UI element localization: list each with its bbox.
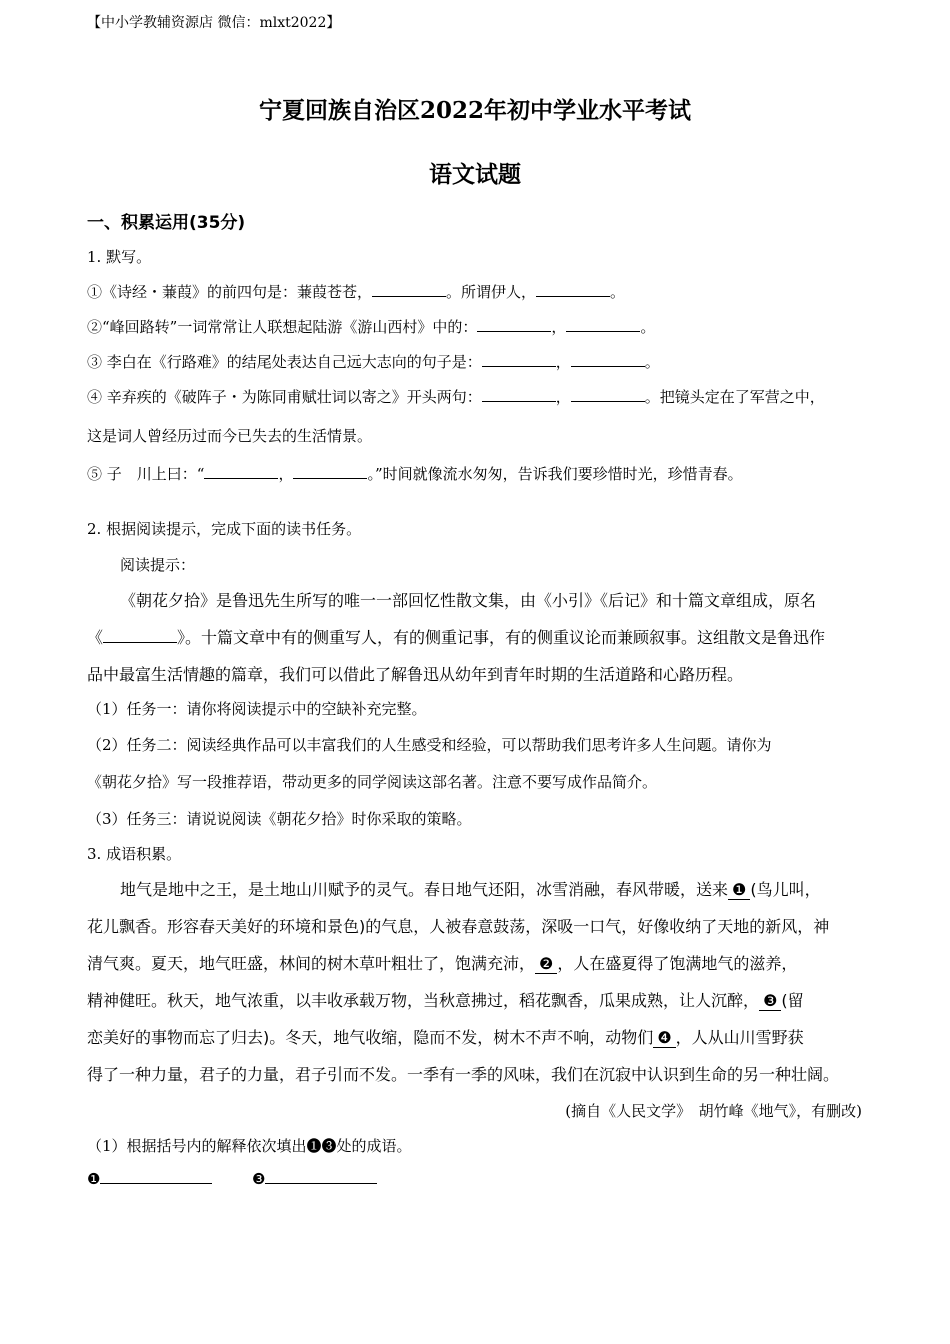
answer-blank[interactable]	[571, 389, 645, 402]
answer-blank[interactable]	[265, 1171, 377, 1184]
blank-marker-2[interactable]: ❷	[535, 954, 557, 974]
q3-passage-line-4: 精神健旺。秋天，地气浓重，以丰收承载万物，当秋意拂过，稻花飘香，瓜果成熟，让人沉醉， ❸ (留	[87, 991, 804, 1010]
q1-item-1: ①《诗经・蒹葭》的前四句是：蒹葭苍苍， 。所谓伊人， 。	[87, 283, 626, 301]
answer-blank[interactable]	[103, 630, 177, 643]
q2-hint-p1: 《朝花夕拾》是鲁迅先生所写的唯一一部回忆性散文集，由《小引》《后记》和十篇文章组成，原名	[120, 591, 817, 610]
q3-passage-line-6: 得了一种力量，君子的力量，君子引而不发。一季有一季的风味，我们在沉寂中认识到生命的另一种壮阔。	[87, 1065, 840, 1084]
q2-hint-p2: 《 》。十篇文章中有的侧重写人，有的侧重记事，有的侧重议论而兼顾叙事。这组散文是鲁迅作	[87, 628, 826, 647]
q2-task-1: （1）任务一：请你将阅读提示中的空缺补充完整。	[87, 700, 427, 718]
answer-blank[interactable]	[536, 284, 610, 297]
q1-item-5: ⑤ 子 川上曰：“ ， 。”时间就像流水匆匆，告诉我们要珍惜时光，珍惜青春。	[87, 465, 743, 483]
q3-answer-line: ❶ ❸	[87, 1170, 377, 1188]
header-note: 【中小学教辅资源店 微信：mlxt2022】	[87, 15, 341, 31]
blank-marker-1[interactable]: ❶	[728, 880, 750, 900]
q3-source: (摘自《人民文学》 胡竹峰《地气》，有删改)	[565, 1102, 862, 1120]
answer-blank[interactable]	[566, 319, 640, 332]
q3-passage-line-2: 花儿飘香。形容春天美好的环境和景色)的气息，人被春意鼓荡，深吸一口气，好像收纳了天地的新风，神	[87, 917, 830, 936]
q2-stem: 2. 根据阅读提示，完成下面的读书任务。	[87, 520, 362, 538]
exam-subtitle: 语文试题	[429, 161, 521, 188]
q2-hint-label: 阅读提示：	[120, 556, 196, 574]
blank-marker-4[interactable]: ❹	[653, 1028, 675, 1048]
exam-title: 宁夏回族自治区2022年初中学业水平考试	[258, 97, 691, 124]
q1-item-3: ③ 李白在《行路难》的结尾处表达自己远大志向的句子是： ， 。	[87, 353, 660, 371]
answer-blank[interactable]	[100, 1171, 212, 1184]
answer-blank[interactable]	[293, 466, 367, 479]
q2-task-2: （2）任务二：阅读经典作品可以丰富我们的人生感受和经验，可以帮助我们思考许多人生问题。请你为	[87, 736, 772, 754]
answer-blank[interactable]	[477, 319, 551, 332]
q3-sub-question-1: （1）根据括号内的解释依次填出❶❸处的成语。	[87, 1137, 412, 1155]
answer-blank[interactable]	[482, 389, 556, 402]
q3-stem: 3. 成语积累。	[87, 845, 182, 863]
q2-task-3: （3）任务三：请说说阅读《朝花夕拾》时你采取的策略。	[87, 810, 472, 828]
q3-passage-line-5: 恋美好的事物而忘了归去)。冬天，地气收缩，隐而不发，树木不声不响，动物们 ❹ ，人从山川雪野获	[87, 1028, 804, 1047]
q1-item-2: ②“峰回路转”一词常常让人联想起陆游《游山西村》中的： ， 。	[87, 318, 656, 336]
section-heading: 一、积累运用(35分)	[87, 213, 246, 233]
answer-blank[interactable]	[204, 466, 278, 479]
q1-stem: 1. 默写。	[87, 248, 152, 266]
q2-task-2-cont: 《朝花夕拾》写一段推荐语，带动更多的同学阅读这部名著。注意不要写成作品简介。	[87, 773, 658, 791]
q1-item-4: ④ 辛弃疾的《破阵子・为陈同甫赋壮词以寄之》开头两句： ， 。把镜头定在了军营之中，	[87, 388, 825, 406]
answer-blank[interactable]	[372, 284, 446, 297]
q2-hint-p3: 品中最富生活情趣的篇章，我们可以借此了解鲁迅从幼年到青年时期的生活道路和心路历程。	[87, 665, 744, 684]
q3-passage-line-1: 地气是地中之王，是土地山川赋予的灵气。春日地气还阳，冰雪消融，春风带暖，送来 ❶ (鸟儿叫，	[120, 880, 821, 899]
q3-passage-line-3: 清气爽。夏天，地气旺盛，林间的树木草叶粗壮了，饱满充沛， ❷ ，人在盛夏得了饱满地气的滋养，	[87, 954, 798, 973]
answer-blank[interactable]	[482, 354, 556, 367]
q1-item-4-cont: 这是词人曾经历过而今已失去的生活情景。	[87, 427, 373, 445]
answer-blank[interactable]	[571, 354, 645, 367]
blank-marker-3[interactable]: ❸	[759, 991, 781, 1011]
